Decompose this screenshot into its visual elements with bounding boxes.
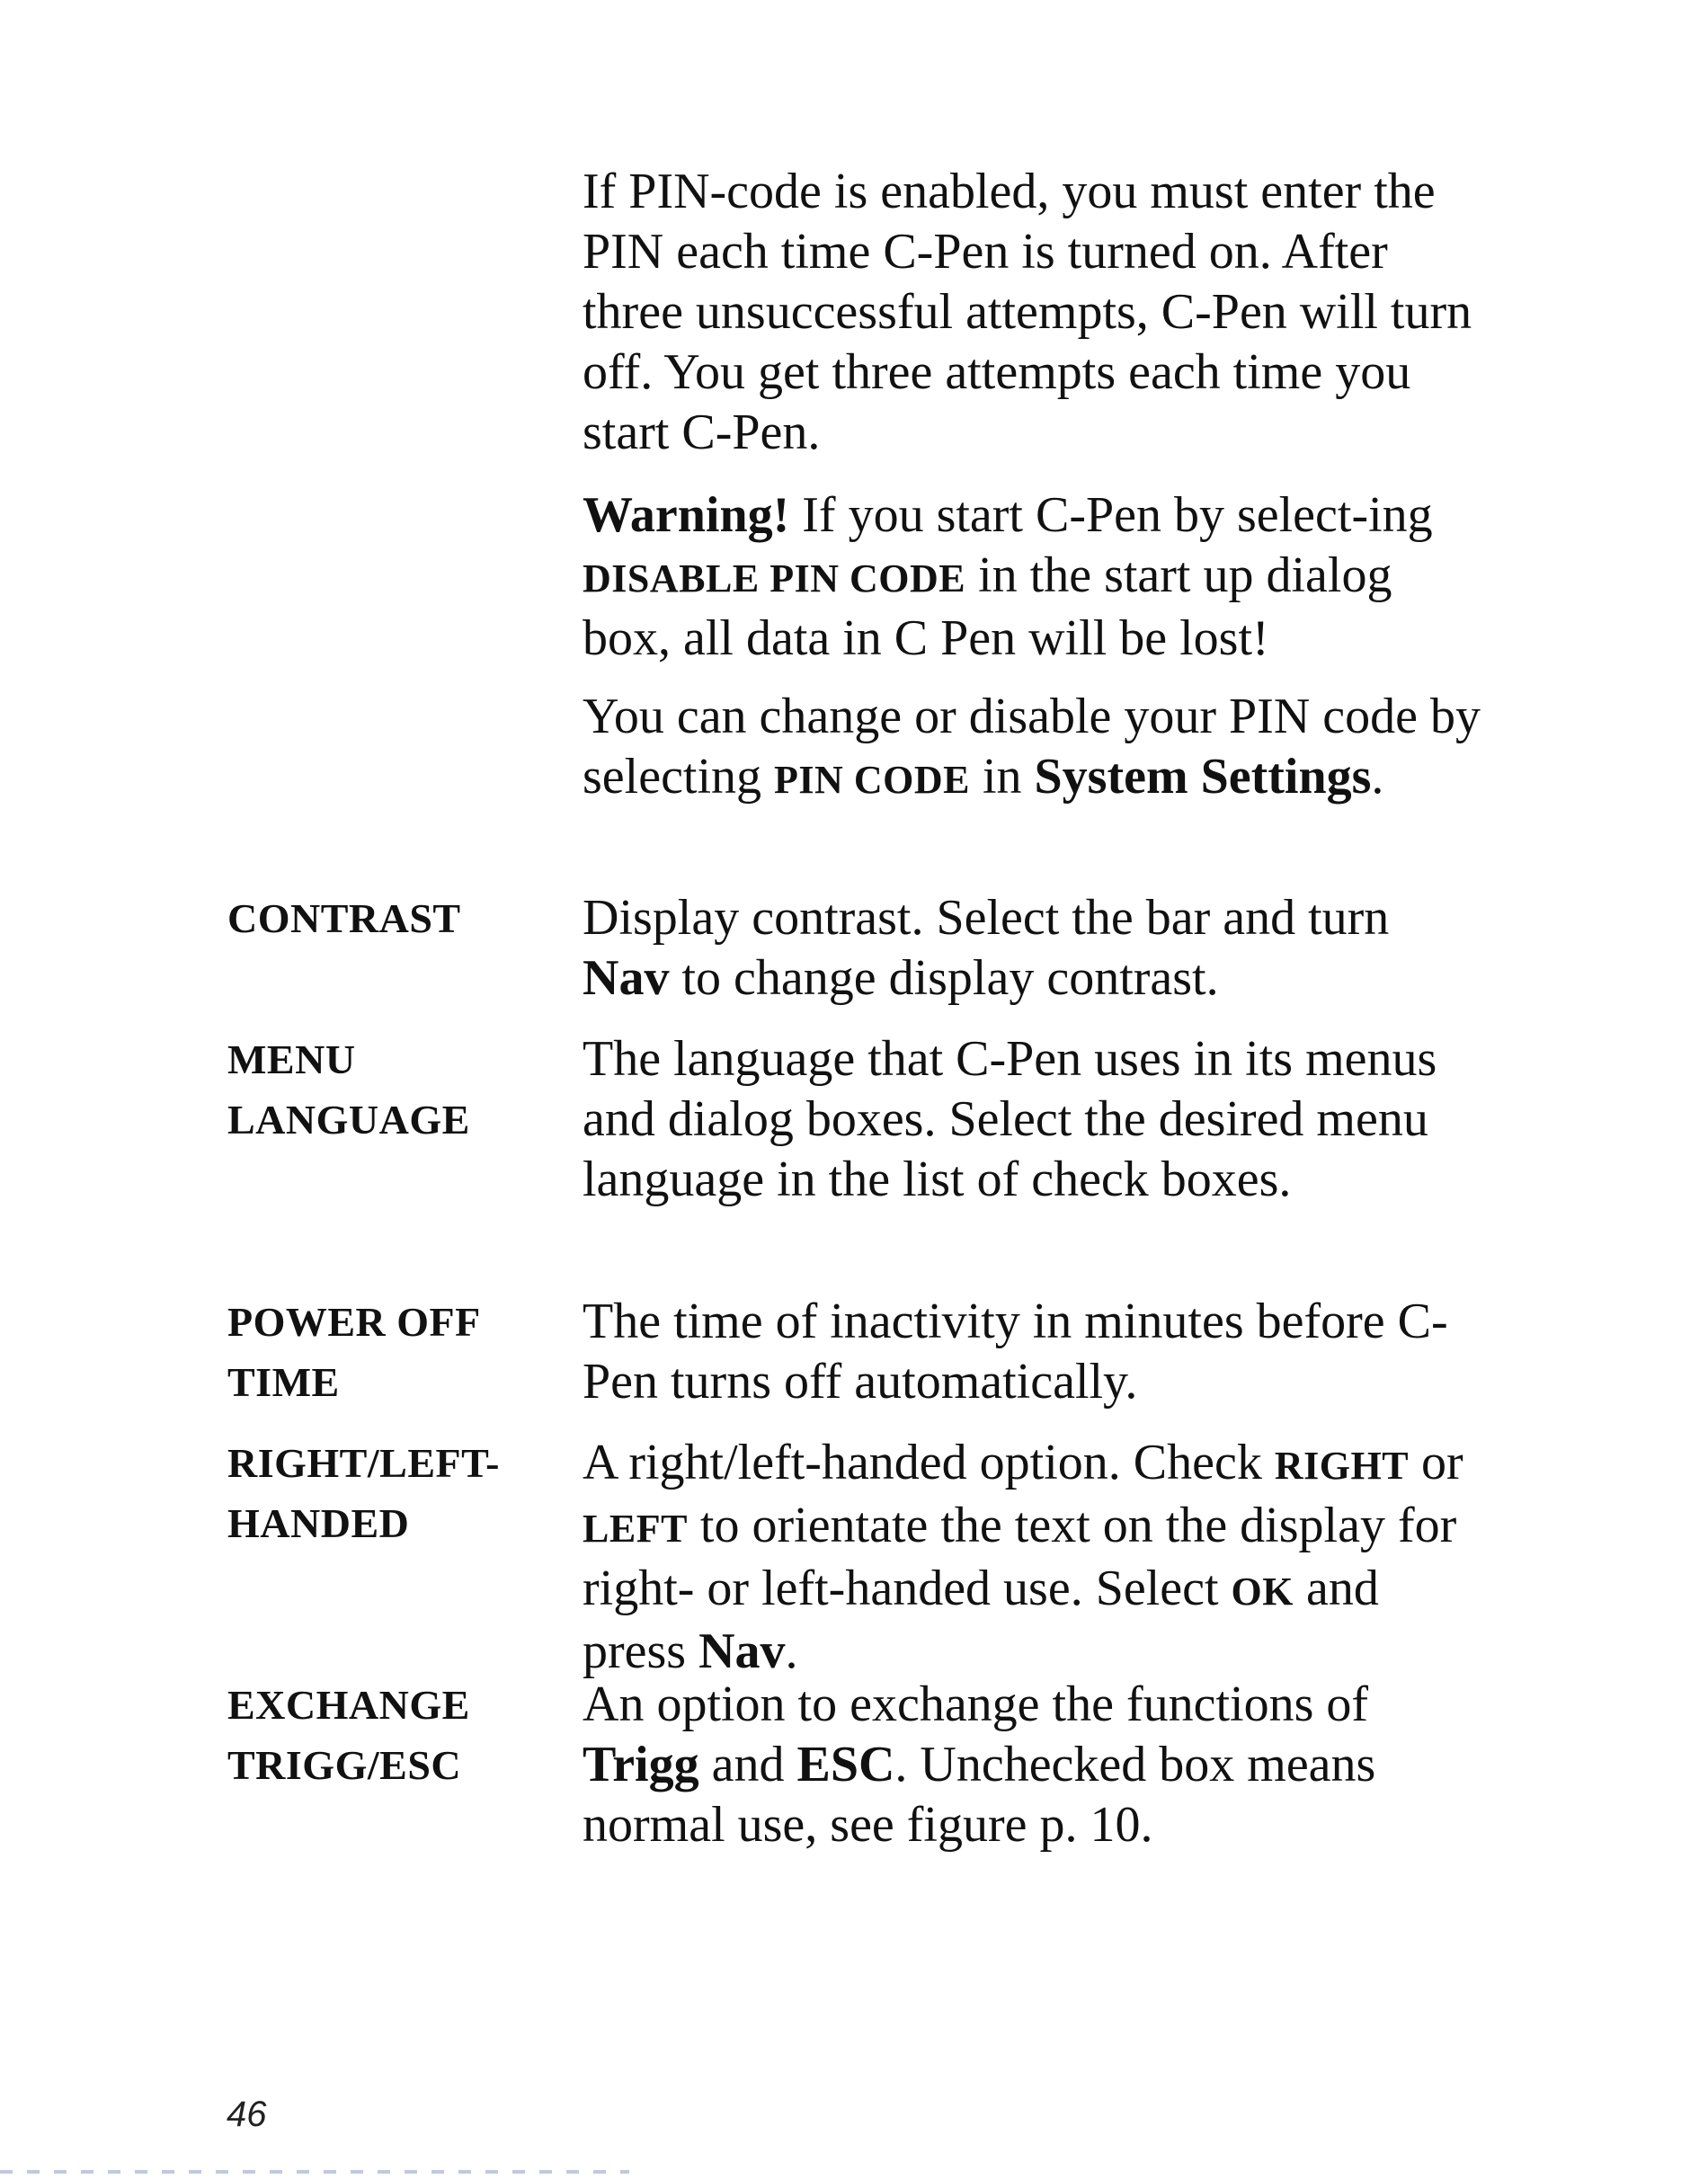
term-menu-language: MENU LANGUAGE: [227, 1036, 470, 1143]
change-pin-paragraph: You can change or disable your PIN code by selecting PIN CODE in System Settings.: [583, 689, 1481, 805]
right-option-label: RIGHT: [1274, 1444, 1410, 1488]
term-power-off-time: POWER OFF TIME: [227, 1299, 481, 1405]
ok-option-label: OK: [1231, 1570, 1294, 1614]
term-right-left-handed: RIGHT/LEFT- HANDED: [227, 1440, 500, 1546]
left-option-label: LEFT: [583, 1507, 688, 1551]
page-number: 46: [227, 2095, 267, 2134]
definition-menu-language: The language that C-Pen uses in its menus and dialog boxes. Select the desired menu language in the list of check boxes.: [583, 1031, 1437, 1207]
definition-contrast: Display contrast. Select the bar and turn Nav to change display contrast.: [583, 890, 1390, 1006]
pin-code-label: PIN CODE: [774, 758, 970, 802]
scan-artifact-strip: [0, 2170, 629, 2174]
definition-power-off-time: The time of inactivity in minutes before C-Pen turns off automatically.: [583, 1294, 1448, 1410]
pin-intro-paragraph: If PIN-code is enabled, you must enter the PIN each time C-Pen is turned on. After three unsuccessful attempts, C-Pen will turn off. You get three attempts each time you start C-Pen.: [583, 164, 1472, 460]
definition-right-left-handed: A right/left-handed option. Check RIGHT or LEFT to orientate the text on the display for right- or left-handed use. Select OK and press Nav.: [583, 1435, 1463, 1679]
warning-label: Warning!: [583, 487, 790, 543]
warning-paragraph: Warning! If you start C-Pen by select-ing DISABLE PIN CODE in the start up dialog box, all data in C Pen will be lost!: [583, 487, 1433, 666]
disable-pin-code-label: DISABLE PIN CODE: [583, 556, 966, 600]
definition-exchange-trigg-esc: An option to exchange the functions of Trigg and ESC. Unchecked box means normal use, see figure p. 10.: [583, 1676, 1376, 1853]
system-settings-label: System Settings: [1034, 749, 1372, 805]
term-exchange-trigg-esc: EXCHANGE TRIGG/ESC: [227, 1682, 470, 1788]
term-contrast: CONTRAST: [227, 895, 461, 941]
